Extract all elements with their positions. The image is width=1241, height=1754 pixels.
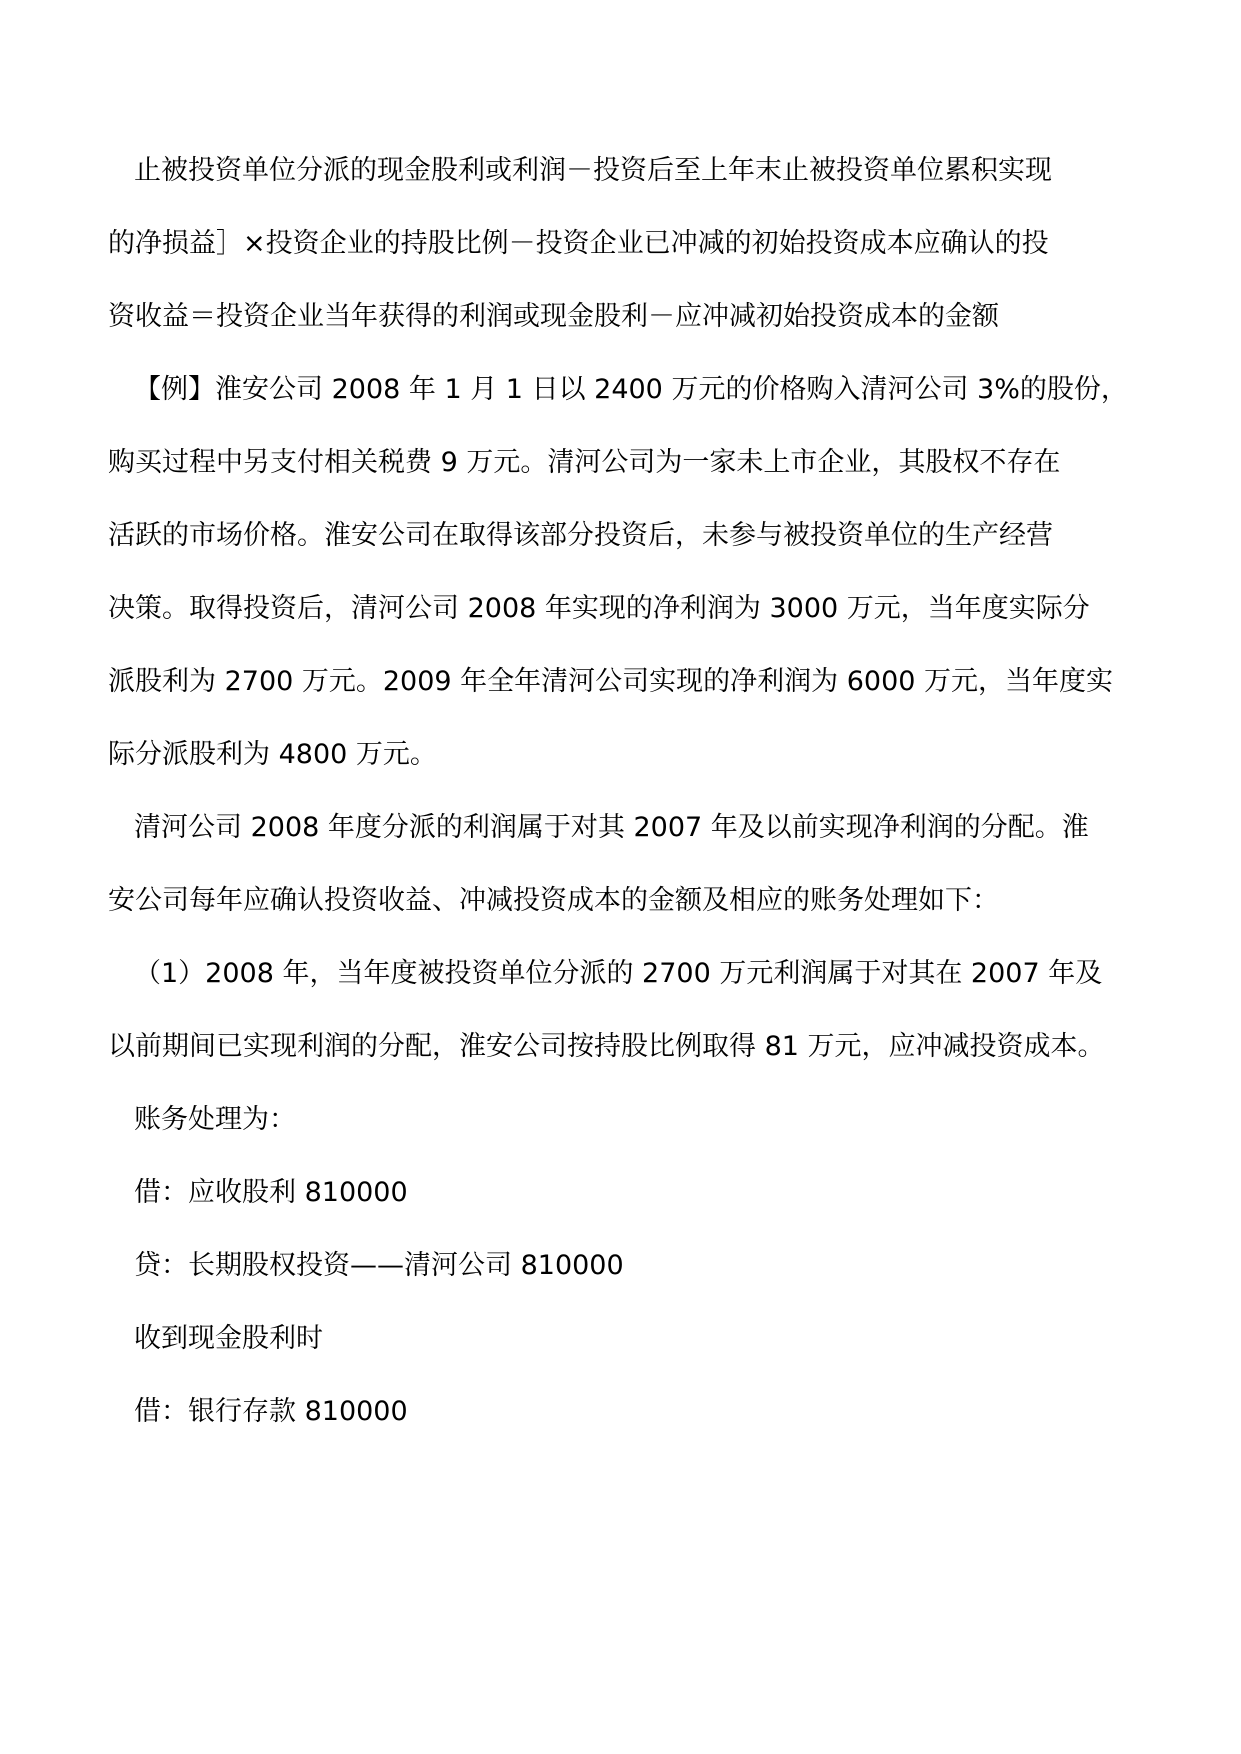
text-line: 活跃的市场价格。淮安公司在取得该部分投资后，未参与被投资单位的生产经营: [108, 520, 1053, 551]
text-line: 【例】淮安公司 2008 年 1 月 1 日以 2400 万元的价格购入清河公司 3%的股份，: [134, 374, 1128, 405]
text-line: 借：银行存款 810000: [134, 1396, 408, 1427]
text-line: 以前期间已实现利润的分配，淮安公司按持股比例取得 81 万元，应冲减投资成本。: [108, 1031, 1105, 1062]
text-line: 购买过程中另支付相关税费 9 万元。清河公司为一家未上市企业，其股权不存在: [108, 447, 1061, 478]
text-line: 的净损益］×投资企业的持股比例－投资企业已冲减的初始投资成本应确认的投: [108, 228, 1049, 259]
text-line: 清河公司 2008 年度分派的利润属于对其 2007 年及以前实现净利润的分配。淮: [134, 812, 1089, 843]
text-line: 贷：长期股权投资——清河公司 810000: [134, 1250, 624, 1281]
text-line: 安公司每年应确认投资收益、冲减投资成本的金额及相应的账务处理如下：: [108, 885, 999, 916]
text-line: 资收益＝投资企业当年获得的利润或现金股利－应冲减初始投资成本的金额: [108, 301, 999, 332]
text-line: 际分派股利为 4800 万元。: [108, 739, 437, 770]
text-line: 派股利为 2700 万元。2009 年全年清河公司实现的净利润为 6000 万元，当年度实: [108, 666, 1114, 697]
text-line: （1）2008 年，当年度被投资单位分派的 2700 万元利润属于对其在 2007 年及: [134, 958, 1103, 989]
text-line: 账务处理为：: [134, 1104, 296, 1135]
text-line: 收到现金股利时: [134, 1323, 323, 1354]
text-line: 止被投资单位分派的现金股利或利润－投资后至上年末止被投资单位累积实现: [134, 155, 1052, 186]
text-line: 决策。取得投资后，清河公司 2008 年实现的净利润为 3000 万元，当年度实际分: [108, 593, 1090, 624]
text-line: 借：应收股利 810000: [134, 1177, 408, 1208]
